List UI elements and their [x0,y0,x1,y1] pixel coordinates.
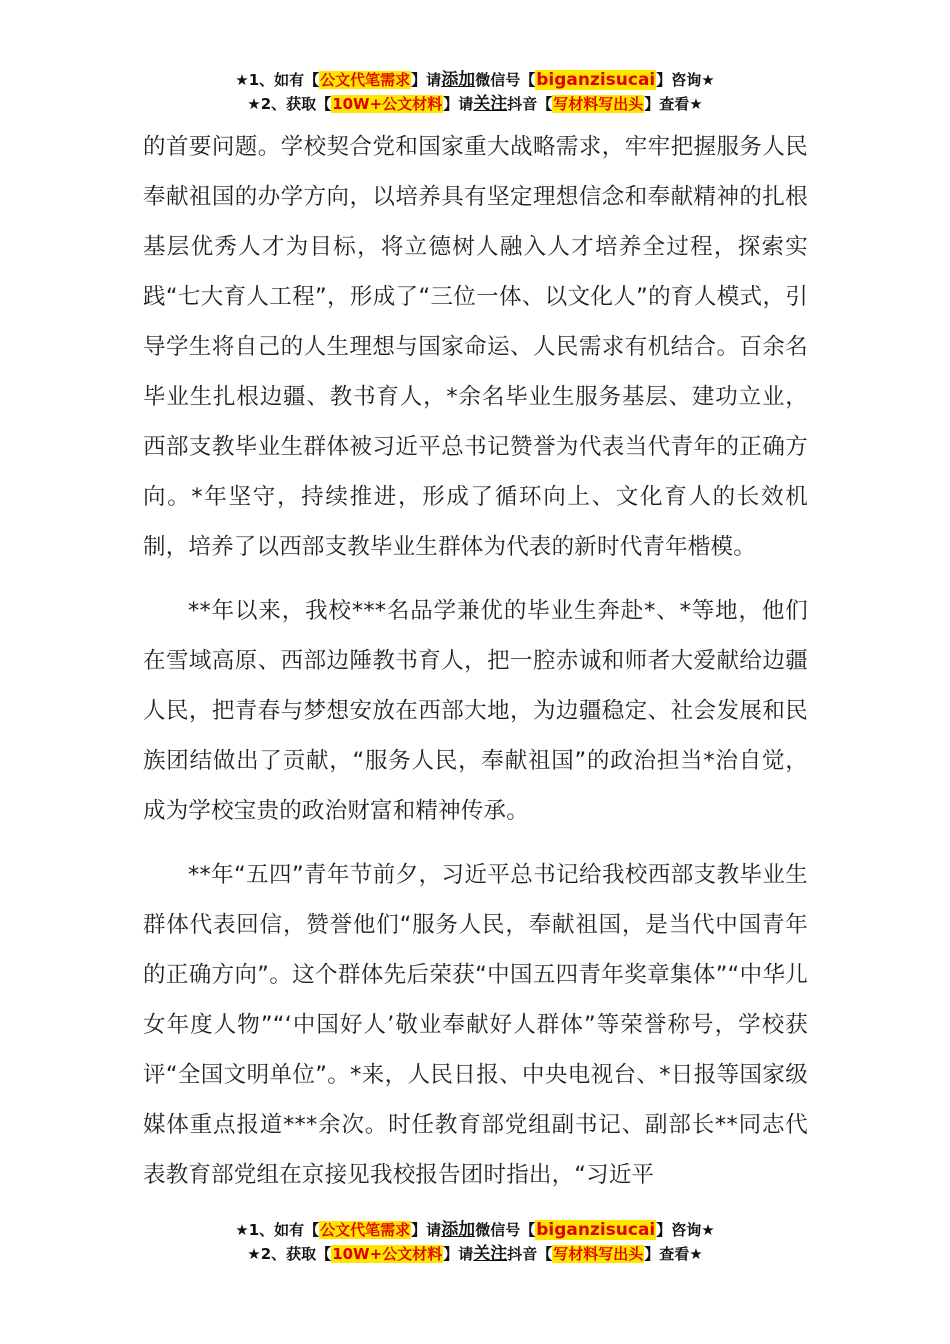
paragraph: **年“五四”青年节前夕，习近平总书记给我校西部支教毕业生群体代表回信，赞誉他们“服务人民，奉献祖国，是当代中国青年的正确方向”。这个群体先后荣获“中国五四青年奖章集体”“中华儿女年度人物”“‘中国好人’敬业奉献好人群体”等荣誉称号，学校获评“全国文明单位”。*来，人民日报、中央电视台、*日报等国家级媒体重点报道***余次。时任教育部党组副书记、副部长**同志代表教育部党组在京接见我校报告团时指出，“习近平 [143,862,808,1188]
banner-line-1 [0,1218,950,1242]
banner-text: ★2、获取【 [247,1245,332,1263]
banner-line-1 [0,68,950,92]
banner-text: 微信号【 [475,71,536,89]
banner-text: ★1、如有【 [235,71,320,89]
banner-highlight: biganzisucai [536,1220,656,1240]
banner-text: 】咨询★ [656,71,715,89]
banner-highlight: 公文代笔需求 [320,71,411,89]
banner-text: 】咨询★ [656,1221,715,1239]
banner-text: ★1、如有【 [235,1221,320,1239]
banner-text: 】查看★ [644,95,703,113]
banner-text: ★2、获取【 [247,95,332,113]
banner-text: 】请 [411,71,442,89]
header-banner [0,68,950,116]
banner-underline: 关注 [473,94,508,114]
banner-highlight: 公文代笔需求 [320,1221,411,1239]
banner-underline: 添加 [441,1220,476,1240]
banner-text: 】请 [443,1245,474,1263]
footer-banner [0,1218,950,1266]
banner-text: 】请 [443,95,474,113]
banner-highlight: 10W+公文材料 [332,95,443,113]
banner-text: 抖音【 [507,1245,553,1263]
banner-underline: 关注 [473,1244,508,1264]
banner-highlight: 10W+公文材料 [332,1245,443,1263]
banner-highlight: 写材料写出头 [553,1245,644,1263]
banner-line-2 [0,92,950,116]
banner-text: 】查看★ [644,1245,703,1263]
banner-highlight: biganzisucai [536,70,656,90]
banner-text: 】请 [411,1221,442,1239]
banner-highlight: 写材料写出头 [553,95,644,113]
banner-line-2 [0,1242,950,1266]
banner-text: 微信号【 [475,1221,536,1239]
banner-text: 抖音【 [507,95,553,113]
paragraph: 的首要问题。学校契合党和国家重大战略需求，牢牢把握服务人民奉献祖国的办学方向，以培养具有坚定理想信念和奉献精神的扎根基层优秀人才为目标，将立德树人融入人才培养全过程，探索实践“七大育人工程”，形成了“三位一体、以文化人”的育人模式，引导学生将自己的人生理想与国家命运、人民需求有机结合。百余名毕业生扎根边疆、教书育人，*余名毕业生服务基层、建功立业，西部支教毕业生群体被习近平总书记赞誉为代表当代青年的正确方向。*年坚守，持续推进，形成了循环向上、文化育人的长效机制，培养了以西部支教毕业生群体为代表的新时代青年楷模。 [143,134,808,560]
paragraph: **年以来，我校***名品学兼优的毕业生奔赴*、*等地，他们在雪域高原、西部边陲教书育人，把一腔赤诚和师者大爱献给边疆人民，把青春与梦想安放在西部大地，为边疆稳定、社会发展和民族团结做出了贡献，“服务人民，奉献祖国”的政治担当*治自觉，成为学校宝贵的政治财富和精神传承。 [143,598,808,824]
document-body [143,122,808,1200]
banner-underline: 添加 [441,70,476,90]
